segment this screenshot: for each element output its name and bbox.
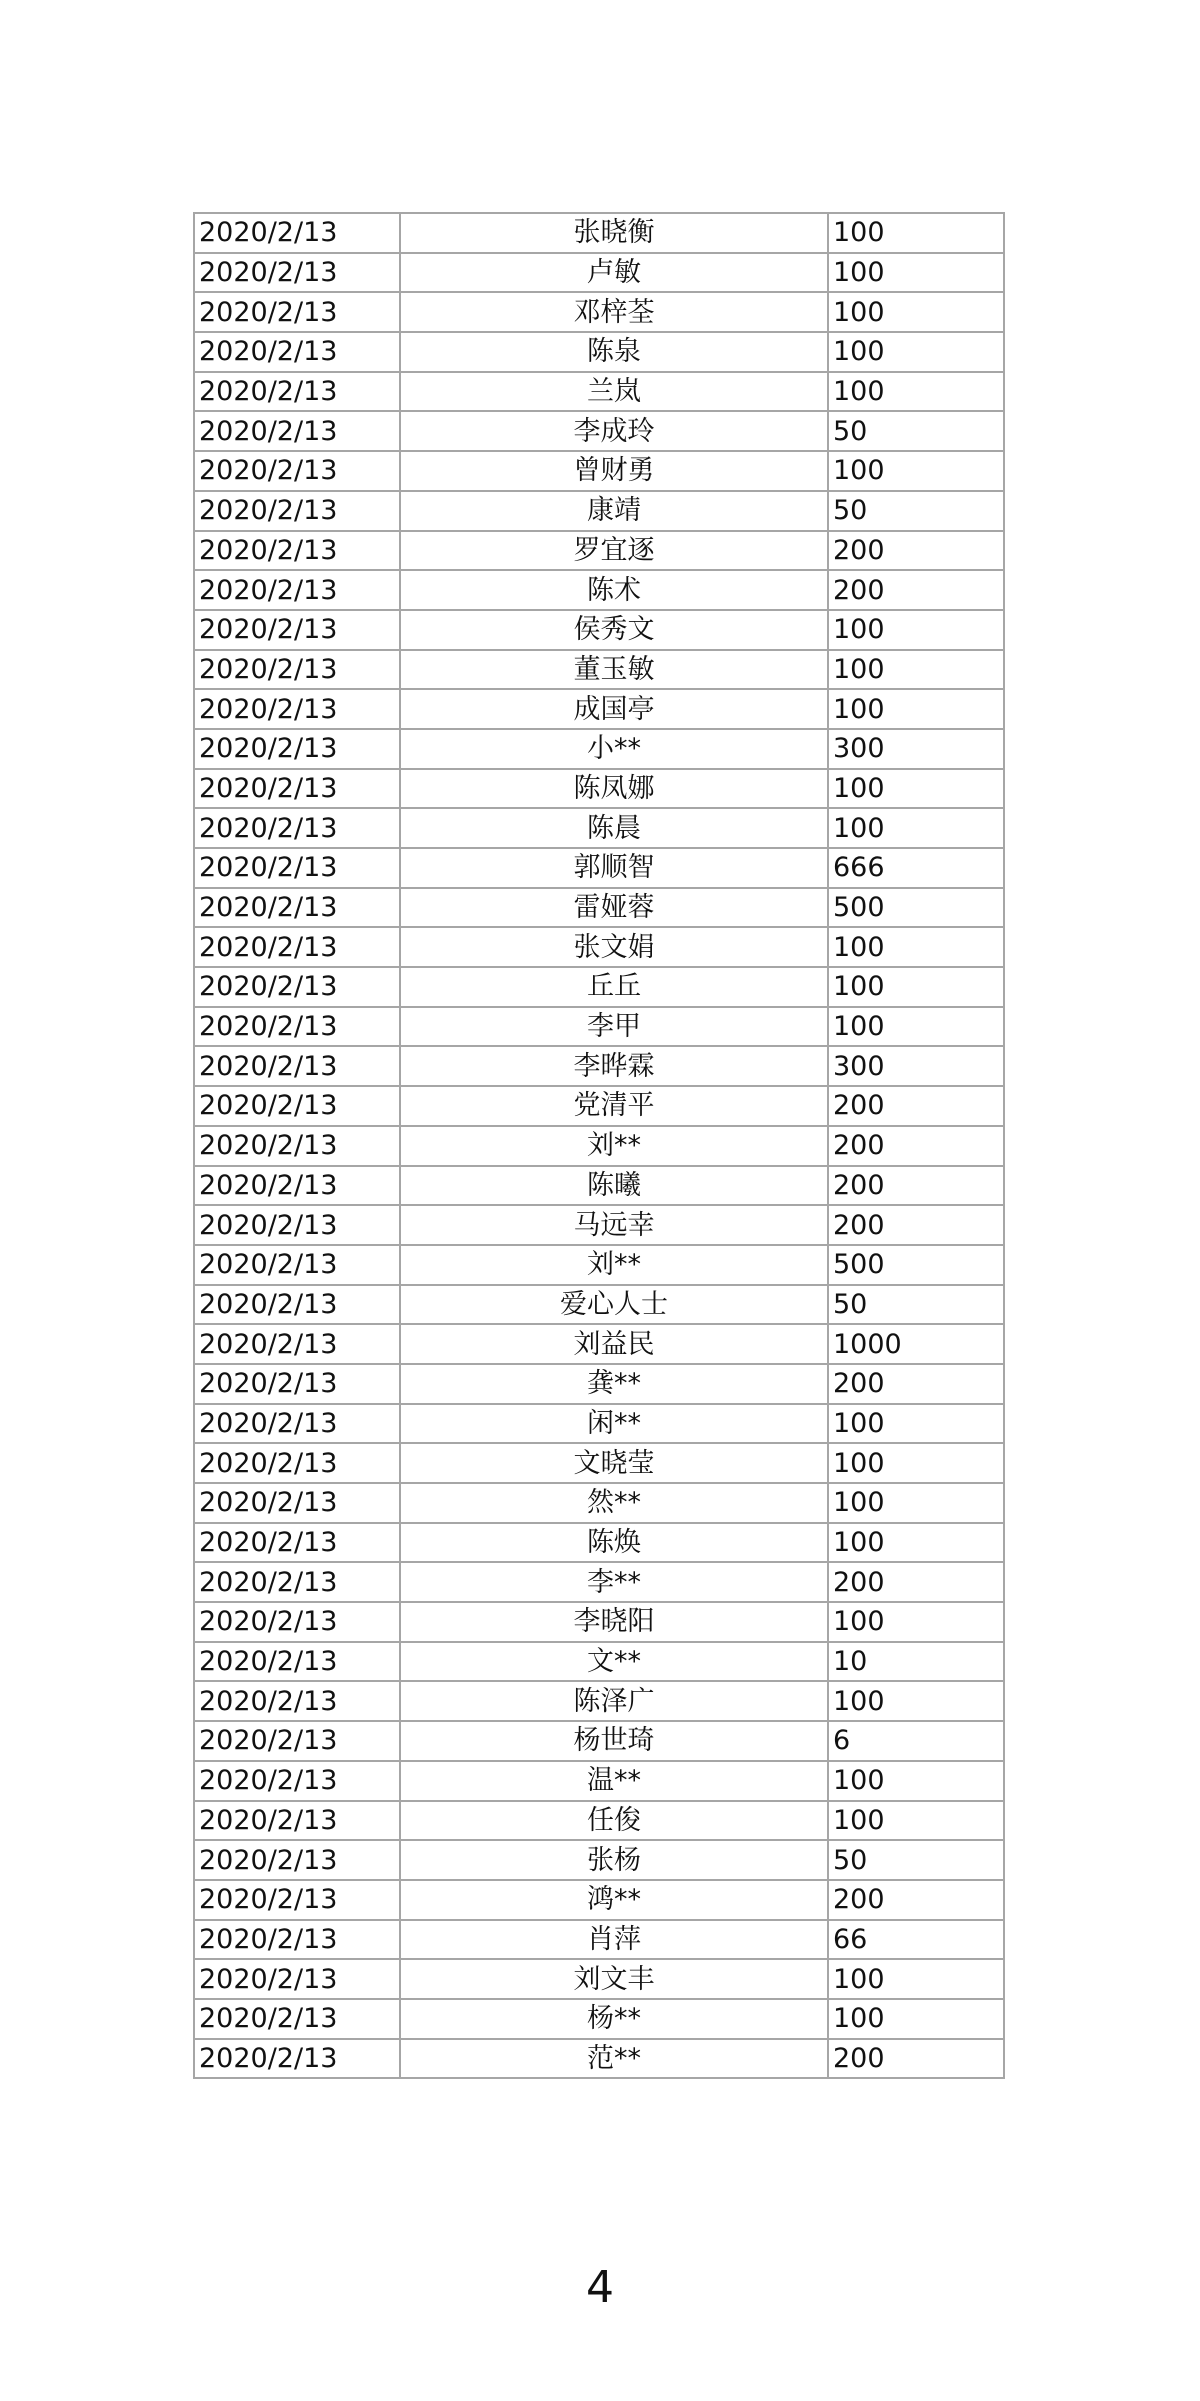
name-cell: 小** — [400, 729, 828, 769]
date-cell: 2020/2/13 — [194, 2039, 400, 2079]
date-cell: 2020/2/13 — [194, 689, 400, 729]
table-row — [194, 1046, 1004, 1086]
name-cell: 杨世琦 — [400, 1721, 828, 1761]
amount-cell: 200 — [828, 1205, 1004, 1245]
date-cell: 2020/2/13 — [194, 213, 400, 253]
amount-cell: 200 — [828, 531, 1004, 571]
donation-table-body — [194, 213, 1004, 2078]
amount-cell: 200 — [828, 1364, 1004, 1404]
date-cell: 2020/2/13 — [194, 1959, 400, 1999]
name-cell: 罗宜逐 — [400, 531, 828, 571]
table-row — [194, 451, 1004, 491]
date-cell: 2020/2/13 — [194, 1761, 400, 1801]
amount-cell: 100 — [828, 451, 1004, 491]
table-row — [194, 1721, 1004, 1761]
table-row — [194, 1404, 1004, 1444]
date-cell: 2020/2/13 — [194, 1324, 400, 1364]
date-cell: 2020/2/13 — [194, 1443, 400, 1483]
date-cell: 2020/2/13 — [194, 1840, 400, 1880]
name-cell: 文晓莹 — [400, 1443, 828, 1483]
date-cell: 2020/2/13 — [194, 1721, 400, 1761]
date-cell: 2020/2/13 — [194, 1999, 400, 2039]
name-cell: 董玉敏 — [400, 650, 828, 690]
date-cell: 2020/2/13 — [194, 729, 400, 769]
name-cell: 李** — [400, 1562, 828, 1602]
name-cell: 党清平 — [400, 1086, 828, 1126]
table-row — [194, 1880, 1004, 1920]
date-cell: 2020/2/13 — [194, 1205, 400, 1245]
name-cell: 卢敏 — [400, 253, 828, 293]
amount-cell: 100 — [828, 610, 1004, 650]
date-cell: 2020/2/13 — [194, 769, 400, 809]
table-row — [194, 927, 1004, 967]
name-cell: 雷娅蓉 — [400, 888, 828, 928]
table-row — [194, 967, 1004, 1007]
table-row — [194, 411, 1004, 451]
table-row — [194, 1007, 1004, 1047]
amount-cell: 666 — [828, 848, 1004, 888]
amount-cell: 100 — [828, 292, 1004, 332]
name-cell: 邓梓荃 — [400, 292, 828, 332]
name-cell: 李成玲 — [400, 411, 828, 451]
date-cell: 2020/2/13 — [194, 650, 400, 690]
name-cell: 陈泉 — [400, 332, 828, 372]
table-row — [194, 1523, 1004, 1563]
amount-cell: 100 — [828, 1681, 1004, 1721]
name-cell: 郭顺智 — [400, 848, 828, 888]
date-cell: 2020/2/13 — [194, 848, 400, 888]
date-cell: 2020/2/13 — [194, 411, 400, 451]
table-row — [194, 1364, 1004, 1404]
date-cell: 2020/2/13 — [194, 1562, 400, 1602]
name-cell: 陈凤娜 — [400, 769, 828, 809]
donation-table-container — [193, 212, 1003, 2079]
name-cell: 陈泽广 — [400, 1681, 828, 1721]
date-cell: 2020/2/13 — [194, 253, 400, 293]
date-cell: 2020/2/13 — [194, 1245, 400, 1285]
name-cell: 温** — [400, 1761, 828, 1801]
amount-cell: 66 — [828, 1920, 1004, 1960]
table-row — [194, 1285, 1004, 1325]
table-row — [194, 1999, 1004, 2039]
amount-cell: 500 — [828, 1245, 1004, 1285]
date-cell: 2020/2/13 — [194, 531, 400, 571]
amount-cell: 100 — [828, 1483, 1004, 1523]
name-cell: 然** — [400, 1483, 828, 1523]
date-cell: 2020/2/13 — [194, 1880, 400, 1920]
amount-cell: 100 — [828, 1007, 1004, 1047]
date-cell: 2020/2/13 — [194, 1007, 400, 1047]
name-cell: 马远幸 — [400, 1205, 828, 1245]
table-row — [194, 1483, 1004, 1523]
date-cell: 2020/2/13 — [194, 1681, 400, 1721]
name-cell: 张文娟 — [400, 927, 828, 967]
donation-table — [193, 212, 1005, 2079]
name-cell: 范** — [400, 2039, 828, 2079]
name-cell: 刘** — [400, 1245, 828, 1285]
name-cell: 爱心人士 — [400, 1285, 828, 1325]
amount-cell: 1000 — [828, 1324, 1004, 1364]
date-cell: 2020/2/13 — [194, 1086, 400, 1126]
amount-cell: 300 — [828, 729, 1004, 769]
name-cell: 曾财勇 — [400, 451, 828, 491]
amount-cell: 100 — [828, 253, 1004, 293]
table-row — [194, 1126, 1004, 1166]
date-cell: 2020/2/13 — [194, 1126, 400, 1166]
amount-cell: 100 — [828, 808, 1004, 848]
amount-cell: 100 — [828, 1602, 1004, 1642]
amount-cell: 200 — [828, 1562, 1004, 1602]
table-row — [194, 1801, 1004, 1841]
amount-cell: 100 — [828, 927, 1004, 967]
amount-cell: 50 — [828, 1840, 1004, 1880]
amount-cell: 300 — [828, 1046, 1004, 1086]
amount-cell: 10 — [828, 1642, 1004, 1682]
table-row — [194, 332, 1004, 372]
table-row — [194, 1920, 1004, 1960]
name-cell: 康靖 — [400, 491, 828, 531]
name-cell: 李晓阳 — [400, 1602, 828, 1642]
date-cell: 2020/2/13 — [194, 1166, 400, 1206]
date-cell: 2020/2/13 — [194, 1483, 400, 1523]
name-cell: 李甲 — [400, 1007, 828, 1047]
table-row — [194, 1761, 1004, 1801]
amount-cell: 100 — [828, 1801, 1004, 1841]
name-cell: 侯秀文 — [400, 610, 828, 650]
table-row — [194, 1642, 1004, 1682]
name-cell: 陈焕 — [400, 1523, 828, 1563]
amount-cell: 500 — [828, 888, 1004, 928]
table-row — [194, 888, 1004, 928]
date-cell: 2020/2/13 — [194, 451, 400, 491]
page-number: 4 — [586, 2262, 614, 2313]
date-cell: 2020/2/13 — [194, 1642, 400, 1682]
amount-cell: 100 — [828, 1404, 1004, 1444]
amount-cell: 50 — [828, 491, 1004, 531]
table-row — [194, 1324, 1004, 1364]
date-cell: 2020/2/13 — [194, 808, 400, 848]
amount-cell: 100 — [828, 1523, 1004, 1563]
date-cell: 2020/2/13 — [194, 1523, 400, 1563]
name-cell: 陈晨 — [400, 808, 828, 848]
table-row — [194, 253, 1004, 293]
amount-cell: 100 — [828, 1761, 1004, 1801]
name-cell: 丘丘 — [400, 967, 828, 1007]
date-cell: 2020/2/13 — [194, 1285, 400, 1325]
name-cell: 陈曦 — [400, 1166, 828, 1206]
amount-cell: 100 — [828, 372, 1004, 412]
date-cell: 2020/2/13 — [194, 1920, 400, 1960]
table-row — [194, 531, 1004, 571]
name-cell: 刘** — [400, 1126, 828, 1166]
date-cell: 2020/2/13 — [194, 292, 400, 332]
table-row — [194, 1245, 1004, 1285]
table-row — [194, 491, 1004, 531]
table-row — [194, 570, 1004, 610]
amount-cell: 50 — [828, 1285, 1004, 1325]
date-cell: 2020/2/13 — [194, 372, 400, 412]
name-cell: 任俊 — [400, 1801, 828, 1841]
table-row — [194, 610, 1004, 650]
table-row — [194, 808, 1004, 848]
amount-cell: 100 — [828, 1999, 1004, 2039]
table-row — [194, 1562, 1004, 1602]
table-row — [194, 1602, 1004, 1642]
amount-cell: 100 — [828, 1959, 1004, 1999]
name-cell: 龚** — [400, 1364, 828, 1404]
date-cell: 2020/2/13 — [194, 1801, 400, 1841]
table-row — [194, 1166, 1004, 1206]
name-cell: 刘益民 — [400, 1324, 828, 1364]
amount-cell: 200 — [828, 570, 1004, 610]
date-cell: 2020/2/13 — [194, 332, 400, 372]
table-row — [194, 1205, 1004, 1245]
date-cell: 2020/2/13 — [194, 491, 400, 531]
amount-cell: 6 — [828, 1721, 1004, 1761]
table-row — [194, 848, 1004, 888]
amount-cell: 200 — [828, 1086, 1004, 1126]
name-cell: 李晔霖 — [400, 1046, 828, 1086]
table-row — [194, 213, 1004, 253]
amount-cell: 50 — [828, 411, 1004, 451]
table-row — [194, 2039, 1004, 2079]
amount-cell: 200 — [828, 1166, 1004, 1206]
name-cell: 肖萍 — [400, 1920, 828, 1960]
date-cell: 2020/2/13 — [194, 927, 400, 967]
name-cell: 杨** — [400, 1999, 828, 2039]
table-row — [194, 650, 1004, 690]
date-cell: 2020/2/13 — [194, 967, 400, 1007]
name-cell: 张杨 — [400, 1840, 828, 1880]
amount-cell: 200 — [828, 2039, 1004, 2079]
table-row — [194, 292, 1004, 332]
date-cell: 2020/2/13 — [194, 1364, 400, 1404]
date-cell: 2020/2/13 — [194, 888, 400, 928]
table-row — [194, 689, 1004, 729]
name-cell: 张晓衡 — [400, 213, 828, 253]
name-cell: 成国亭 — [400, 689, 828, 729]
date-cell: 2020/2/13 — [194, 1602, 400, 1642]
date-cell: 2020/2/13 — [194, 570, 400, 610]
name-cell: 鸿** — [400, 1880, 828, 1920]
name-cell: 文** — [400, 1642, 828, 1682]
name-cell: 兰岚 — [400, 372, 828, 412]
amount-cell: 200 — [828, 1126, 1004, 1166]
amount-cell: 100 — [828, 689, 1004, 729]
name-cell: 刘文丰 — [400, 1959, 828, 1999]
table-row — [194, 1681, 1004, 1721]
amount-cell: 100 — [828, 650, 1004, 690]
amount-cell: 100 — [828, 769, 1004, 809]
amount-cell: 100 — [828, 332, 1004, 372]
table-row — [194, 1443, 1004, 1483]
date-cell: 2020/2/13 — [194, 1404, 400, 1444]
amount-cell: 100 — [828, 967, 1004, 1007]
amount-cell: 100 — [828, 213, 1004, 253]
table-row — [194, 769, 1004, 809]
amount-cell: 200 — [828, 1880, 1004, 1920]
table-row — [194, 1959, 1004, 1999]
date-cell: 2020/2/13 — [194, 610, 400, 650]
name-cell: 陈术 — [400, 570, 828, 610]
table-row — [194, 372, 1004, 412]
table-row — [194, 1086, 1004, 1126]
table-row — [194, 729, 1004, 769]
name-cell: 闲** — [400, 1404, 828, 1444]
date-cell: 2020/2/13 — [194, 1046, 400, 1086]
table-row — [194, 1840, 1004, 1880]
amount-cell: 100 — [828, 1443, 1004, 1483]
